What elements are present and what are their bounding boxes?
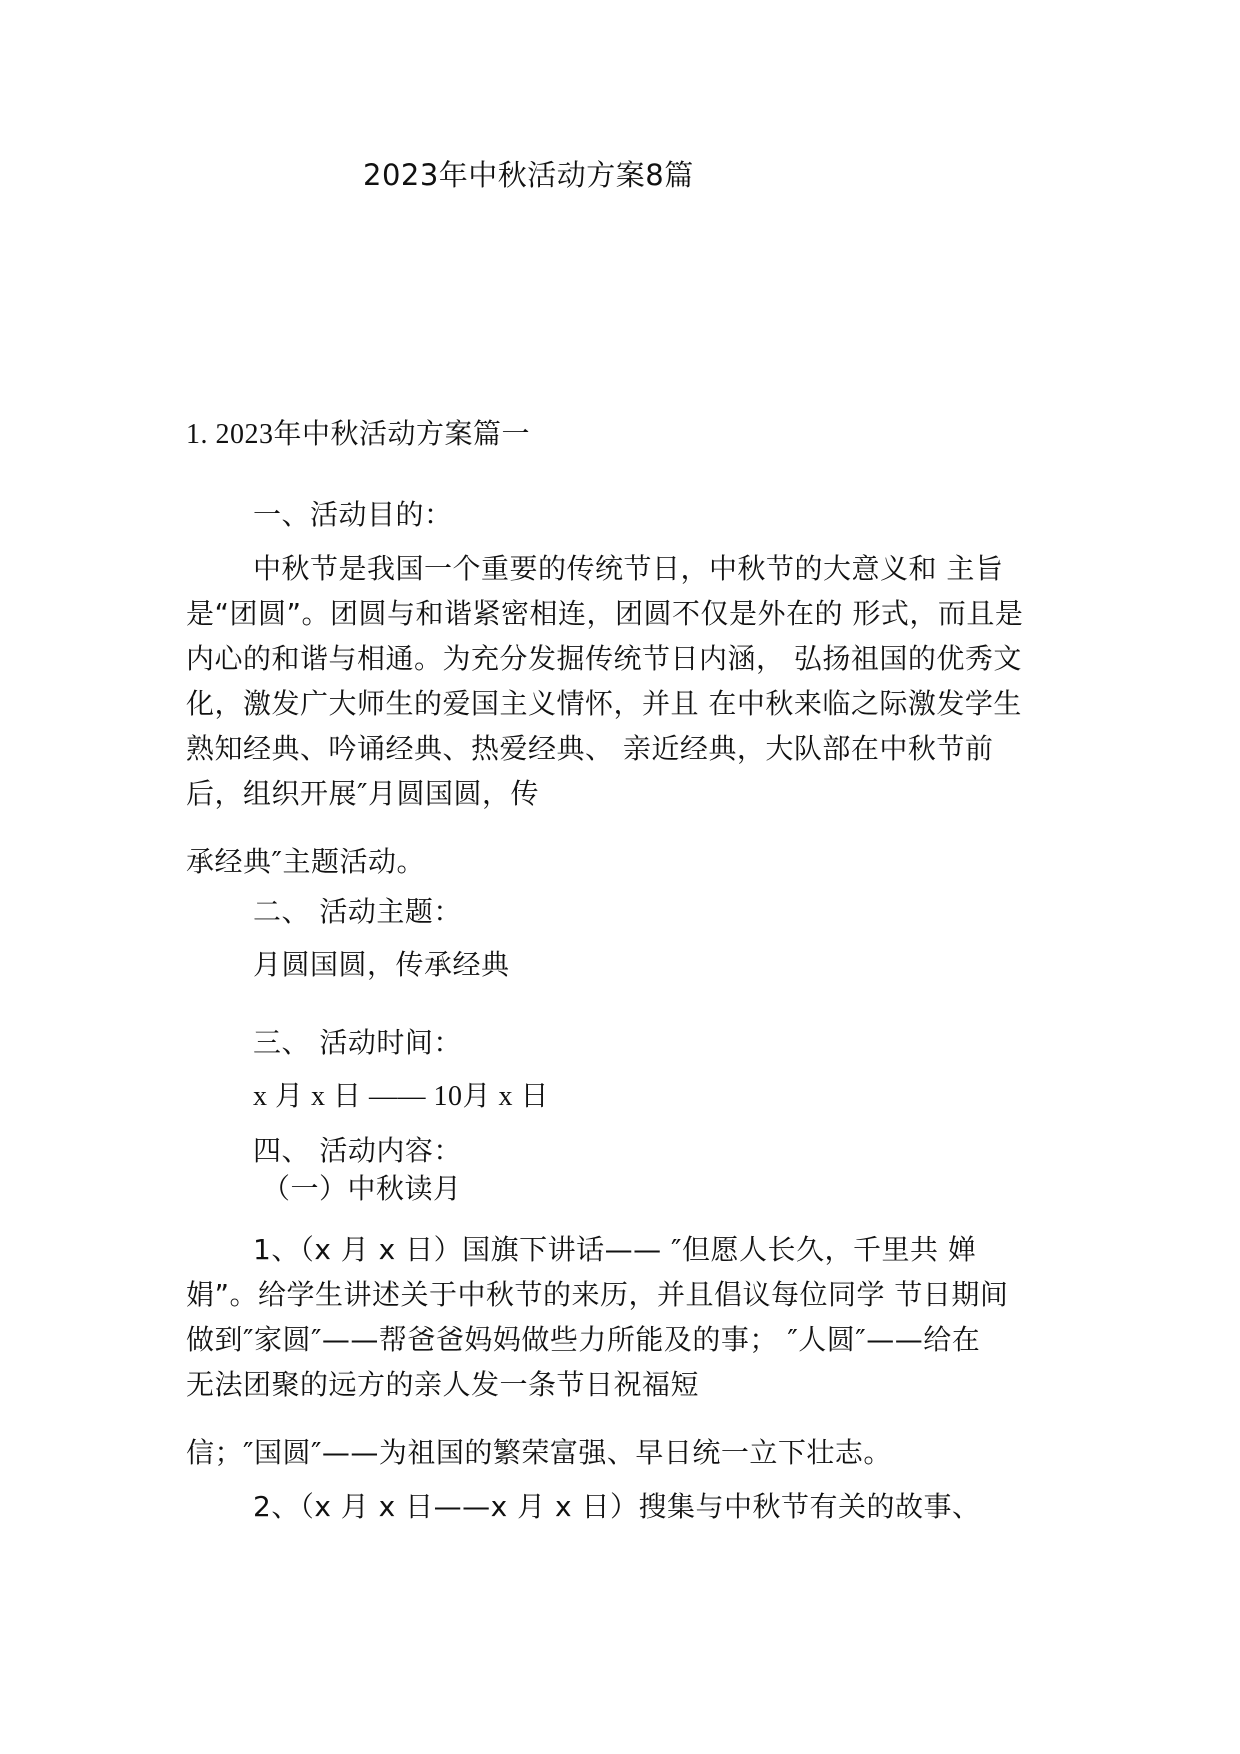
document-title: 2023年中秋活动方案8篇 bbox=[363, 158, 694, 192]
paragraph-line: 2、（x 月 x 日——x 月 x 日）搜集与中秋节有关的故事、 bbox=[253, 1490, 981, 1523]
paragraph-line: 承经典″主题活动。 bbox=[186, 845, 425, 878]
paragraph-line: 化，激发广大师生的爱国主义情怀，并且 在中秋来临之际激发学生 bbox=[186, 687, 1022, 720]
heading-time: 三、 活动时间： bbox=[253, 1026, 462, 1059]
heading-theme: 二、 活动主题： bbox=[253, 895, 462, 928]
section-heading: 1. 2023年中秋活动方案篇一 bbox=[186, 419, 531, 450]
paragraph-line: 中秋节是我国一个重要的传统节日，中秋节的大意义和 主旨 bbox=[253, 552, 1004, 585]
heading-content: 四、 活动内容： bbox=[253, 1134, 462, 1167]
subheading-reading-moon: （一）中秋读月 bbox=[262, 1172, 462, 1205]
heading-purpose: 一、活动目的： bbox=[253, 498, 453, 531]
paragraph-line: 做到″家圆″——帮爸爸妈妈做些力所能及的事； ″人圆″——给在 bbox=[186, 1323, 981, 1356]
theme-text: 月圆国圆，传承经典 bbox=[253, 948, 510, 981]
paragraph-line: 无法团聚的远方的亲人发一条节日祝福短 bbox=[186, 1368, 700, 1401]
paragraph-line: 熟知经典、吟诵经典、热爱经典、 亲近经典，大队部在中秋节前 bbox=[186, 732, 994, 765]
time-text: x 月 x 日 —— 10月 x 日 bbox=[253, 1081, 550, 1112]
paragraph-line: 娟”。给学生讲述关于中秋节的来历，并且倡议每位同学 节日期间 bbox=[186, 1278, 1009, 1311]
paragraph-line: 后，组织开展″月圆国圆，传 bbox=[186, 777, 539, 810]
paragraph-line: 信；″国圆″——为祖国的繁荣富强、早日统一立下壮志。 bbox=[186, 1436, 892, 1469]
paragraph-line: 内心的和谐与相通。为充分发掘传统节日内涵， 弘扬祖国的优秀文 bbox=[186, 642, 1022, 675]
paragraph-line: 是“团圆”。团圆与和谐紧密相连，团圆不仅是外在的 形式，而且是 bbox=[186, 597, 1024, 630]
paragraph-line: 1、（x 月 x 日）国旗下讲话—— ″但愿人长久，千里共 婵 bbox=[253, 1233, 977, 1266]
